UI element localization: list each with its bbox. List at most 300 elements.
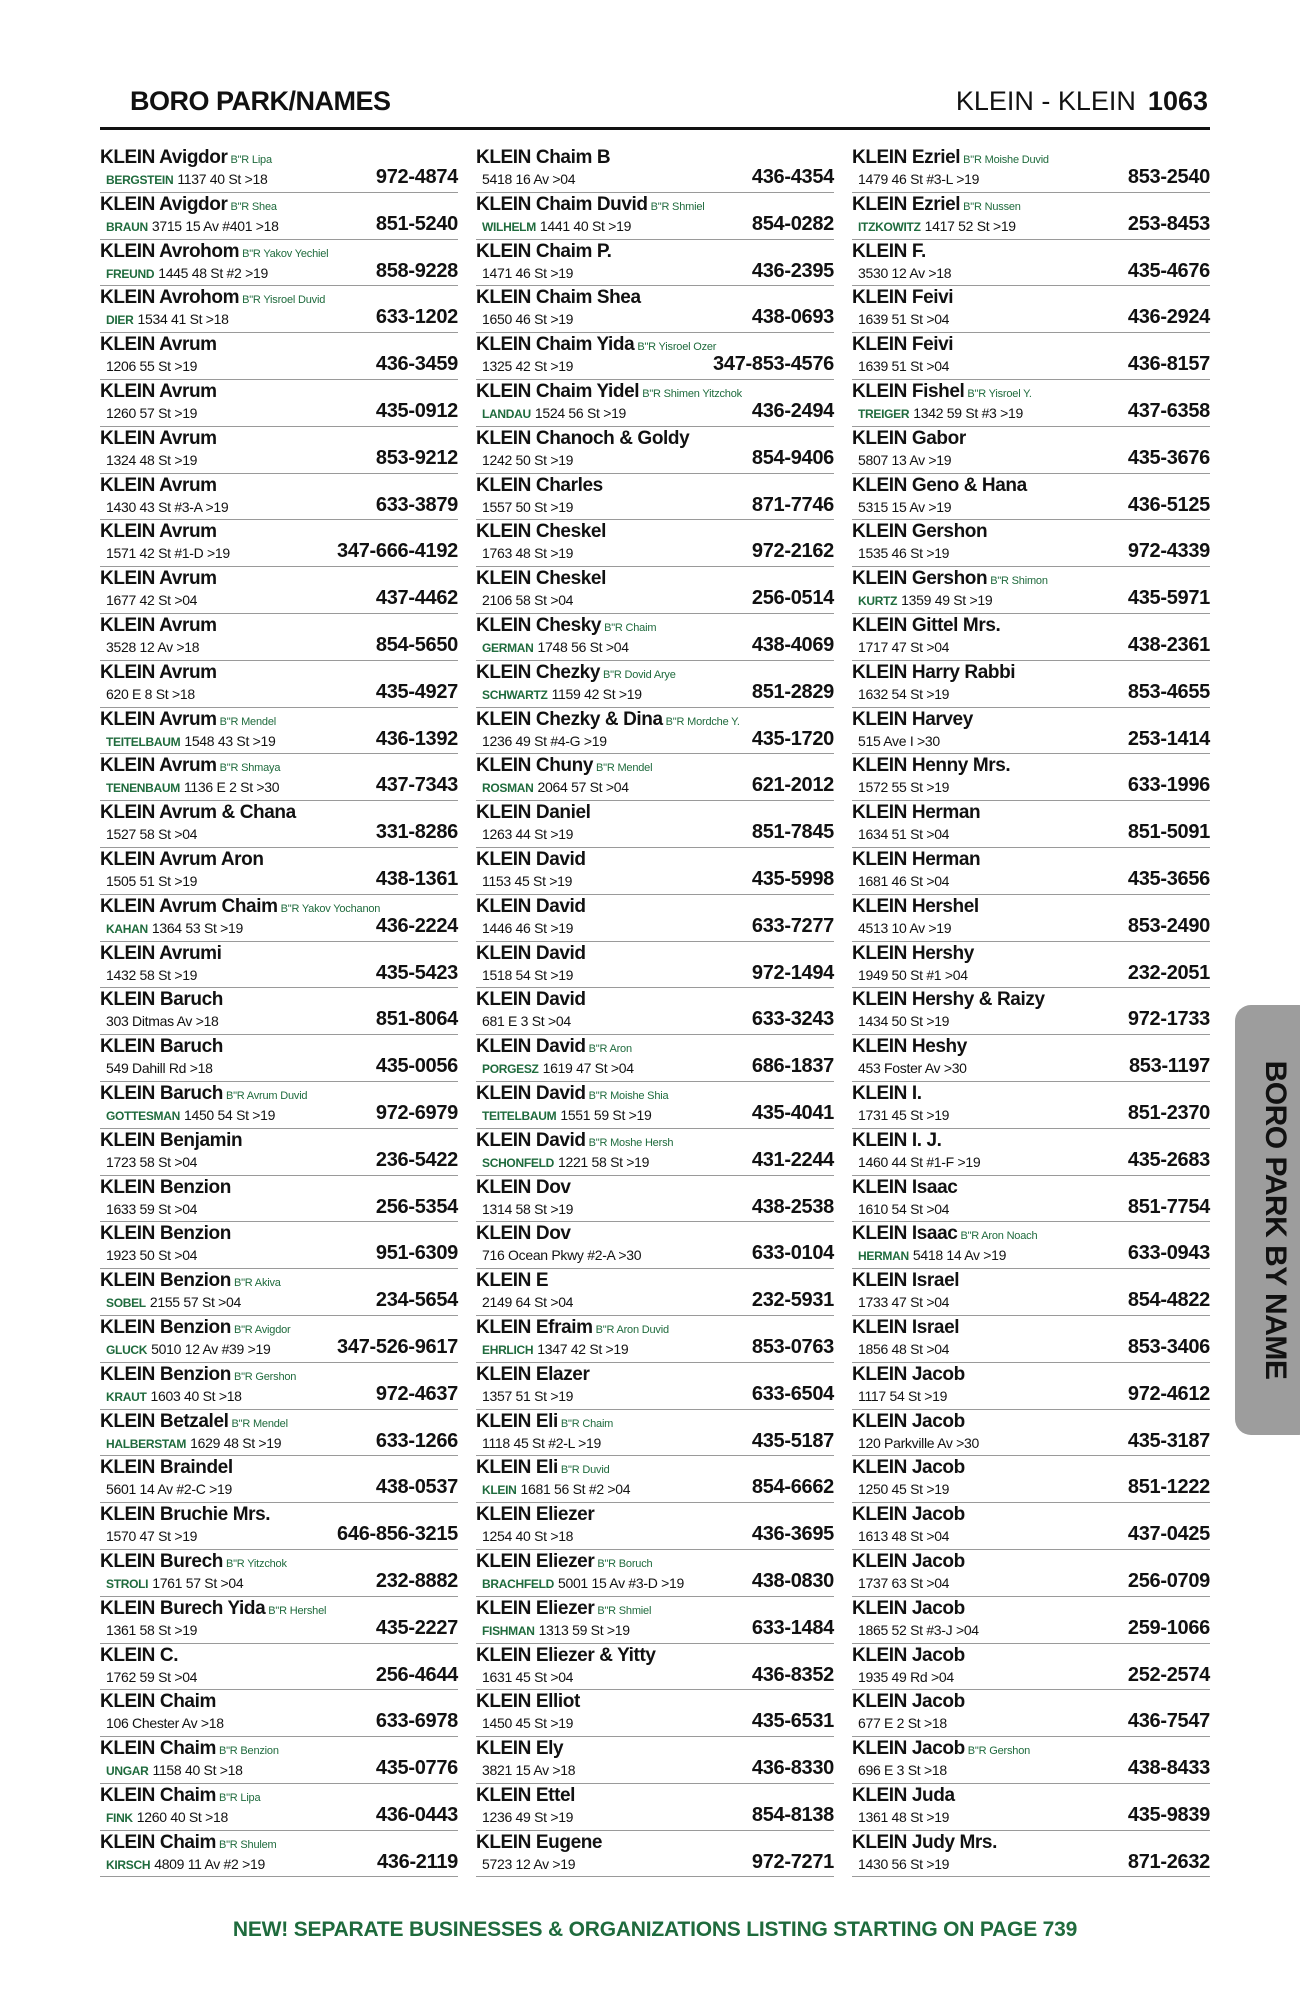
- listing-address-line: [482, 1107, 652, 1123]
- listing-name: KLEIN Jacob: [852, 1691, 965, 1713]
- listing-name: KLEIN Hershel: [852, 895, 979, 917]
- listing-entry: [100, 1082, 458, 1129]
- listing-address-line: [106, 873, 197, 889]
- listing-name-line: [100, 1504, 270, 1526]
- listing-name: KLEIN Jacob: [852, 1504, 965, 1526]
- listing-name-line: [476, 428, 689, 450]
- listing-name-line: [100, 849, 264, 871]
- listing-address: 5418 14 Av >19: [912, 1247, 1007, 1264]
- listing-entry: [852, 286, 1210, 333]
- listing-name-line: [100, 1223, 231, 1245]
- listing-address: 1236 49 St >19: [482, 1808, 574, 1825]
- listing-name-line: [100, 1691, 216, 1713]
- listing-entry: [852, 801, 1210, 848]
- listing-address-line: [858, 873, 949, 889]
- listing-entry: [852, 1597, 1210, 1644]
- listing-name: KLEIN Avrum: [100, 334, 217, 356]
- listing-phone: 437-7343: [375, 774, 458, 797]
- listing-address: 1118 45 St #2-L >19: [482, 1434, 601, 1451]
- listing-name-line: [852, 241, 926, 263]
- listing-phone: 851-5091: [1127, 821, 1210, 844]
- listing-entry: [476, 567, 834, 614]
- listing-phone: 633-0104: [751, 1242, 834, 1265]
- listing-relation: B"R Lipa: [230, 154, 272, 166]
- page-number: 1063: [1147, 86, 1208, 116]
- listing-address: 1518 54 St >19: [482, 966, 574, 983]
- listing-address: 1639 51 St >04: [858, 358, 950, 375]
- listing-name: KLEIN Eliezer & Yitty: [476, 1644, 656, 1666]
- listing-name-line: [476, 334, 716, 356]
- listing-address: 1570 47 St >19: [106, 1528, 198, 1545]
- listing-address: 2155 57 St >04: [149, 1294, 242, 1311]
- listing-phone: 686-1837: [751, 1055, 834, 1078]
- listing-address: 1737 63 St >04: [858, 1574, 950, 1591]
- listing-address: 2064 57 St >04: [537, 779, 629, 796]
- listing-phone: 435-3187: [1127, 1429, 1210, 1452]
- listing-phone: 851-5240: [375, 212, 458, 235]
- listing-entry: [852, 1316, 1210, 1363]
- listing-name-line: [476, 1645, 656, 1667]
- listing-name-line: [476, 709, 740, 731]
- listing-address-line: [858, 311, 949, 327]
- listing-maiden-name: FISHMAN: [482, 1623, 535, 1638]
- listing-name: KLEIN Eliezer: [476, 1550, 595, 1572]
- listing-maiden-name: SCHONFELD: [482, 1155, 554, 1170]
- listing-address: 1417 52 St >19: [924, 217, 1016, 234]
- listing-address: 1136 E 2 St >30: [183, 779, 280, 796]
- listing-name-line: [476, 241, 612, 263]
- listing-phone: 972-2162: [751, 540, 834, 563]
- listing-address: 716 Ocean Pkwy #2-A >30: [482, 1247, 642, 1264]
- listing-relation: B"R Shea: [230, 200, 277, 213]
- listing-name: KLEIN Avigdor: [100, 147, 228, 168]
- listing-name: KLEIN Chaim Yida: [476, 334, 635, 356]
- listing-maiden-name: FREUND: [106, 266, 155, 281]
- listing-name: KLEIN Burech: [100, 1550, 223, 1572]
- listing-name-line: [852, 1083, 922, 1105]
- listing-name-line: [476, 662, 676, 684]
- listing-address-line: [482, 1294, 573, 1310]
- listing-maiden-name: EHRLICH: [482, 1342, 534, 1357]
- listing-entry: [476, 1129, 834, 1176]
- listing-address-line: [482, 920, 573, 936]
- listing-name: KLEIN Avigdor: [100, 193, 228, 215]
- listing-name: KLEIN F.: [852, 240, 926, 262]
- listing-address-line: [482, 826, 573, 842]
- listing-entry: [852, 1082, 1210, 1129]
- listing-address: 1634 51 St >04: [858, 826, 950, 843]
- listing-maiden-name: HERMAN: [858, 1249, 909, 1264]
- listing-name: KLEIN Avrohom: [100, 287, 240, 309]
- listing-address: 1432 58 St >19: [106, 966, 198, 983]
- listing-name-line: [100, 1411, 288, 1433]
- listing-phone: 435-5423: [375, 961, 458, 984]
- listing-address: 5315 15 Av >19: [858, 498, 952, 515]
- listing-name-line: [476, 147, 610, 169]
- listing-name-line: [100, 896, 380, 918]
- listing-address-line: [858, 1294, 949, 1310]
- listing-phone: 436-2119: [376, 1850, 458, 1873]
- listing-entry: [476, 1690, 834, 1737]
- listing-name: KLEIN Chaim Duvid: [476, 193, 648, 215]
- listing-name-line: [100, 1738, 279, 1760]
- listing-address-line: [858, 1575, 949, 1591]
- listing-address-line: [482, 1013, 571, 1029]
- listing-entry: [852, 1222, 1210, 1269]
- listing-maiden-name: BERGSTEIN: [106, 173, 174, 187]
- listing-address: 3528 12 Av >18: [106, 638, 200, 655]
- listing-name: KLEIN Avrum Aron: [100, 848, 264, 870]
- listing-name: KLEIN Geno & Hana: [852, 474, 1027, 496]
- listing-name: KLEIN Chaim: [100, 1691, 216, 1713]
- listing-name: KLEIN Efraim: [476, 1316, 593, 1338]
- listing-phone: 972-4612: [1127, 1382, 1210, 1405]
- listing-phone: 438-2361: [1127, 633, 1210, 656]
- listing-phone: 871-2632: [1127, 1850, 1210, 1873]
- listing-name-line: [100, 1177, 231, 1199]
- listing-relation: B"R Aron: [588, 1043, 632, 1056]
- listing-phone: 851-2829: [751, 680, 834, 703]
- listing-phone: 435-0776: [375, 1757, 458, 1780]
- listing-entry: [476, 1316, 834, 1363]
- listing-address-line: [482, 592, 573, 608]
- listing-entry: [852, 1784, 1210, 1831]
- listing-address-line: [106, 592, 197, 608]
- listing-phone: 438-2538: [751, 1195, 834, 1218]
- listing-address-line: [106, 686, 195, 702]
- listing-name: KLEIN Avrohom: [100, 240, 240, 262]
- listing-phone: 851-8064: [375, 1008, 458, 1031]
- listing-entry: [100, 1550, 458, 1597]
- listing-phone: 347-666-4192: [337, 540, 458, 563]
- listing-relation: B"R Shmiel: [597, 1604, 652, 1617]
- listing-address: 1242 50 St >19: [482, 451, 574, 468]
- listing-address-line: [106, 265, 268, 281]
- side-tab-label: BORO PARK BY NAME: [1259, 1060, 1292, 1380]
- listing-name: KLEIN Baruch: [100, 989, 223, 1011]
- listing-address: 1206 55 St >19: [106, 358, 198, 375]
- listing-entry: [852, 240, 1210, 287]
- listing-address: 1535 46 St >19: [858, 545, 950, 562]
- listing-relation: B"R Dovid Arye: [603, 668, 676, 681]
- listing-name: KLEIN David: [476, 1036, 586, 1058]
- listing-relation: B"R Yisroel Duvid: [242, 294, 326, 307]
- listing-entry: [100, 567, 458, 614]
- listing-column-3: [852, 146, 1210, 1910]
- listing-address-line: [106, 358, 197, 374]
- listing-phone: 972-1733: [1127, 1008, 1210, 1031]
- listing-address-line: [482, 218, 631, 234]
- listing-name: KLEIN Chezky: [476, 661, 601, 683]
- listing-relation: B"R Yakov Yechiel: [242, 247, 329, 260]
- listing-name: KLEIN I.: [852, 1082, 922, 1104]
- listing-name: KLEIN Hershy & Raizy: [852, 989, 1045, 1011]
- listing-address: 1527 58 St >04: [106, 826, 198, 843]
- listing-name: KLEIN Eugene: [476, 1831, 603, 1853]
- listing-address-line: [858, 452, 951, 468]
- listing-columns: [100, 146, 1210, 1910]
- listing-phone: 435-5971: [1127, 587, 1210, 610]
- listing-address-line: [482, 1341, 628, 1357]
- listing-name: KLEIN Elazer: [476, 1363, 590, 1385]
- listing-phone: 951-6309: [375, 1242, 458, 1265]
- listing-address: 2149 64 St >04: [482, 1294, 574, 1311]
- listing-phone: 633-7277: [751, 914, 834, 937]
- listing-address: 696 E 3 St >18: [858, 1762, 947, 1779]
- listing-address-line: [482, 171, 575, 187]
- listing-address-line: [106, 1762, 243, 1778]
- listing-entry: [100, 801, 458, 848]
- listing-maiden-name: BRAUN: [106, 219, 148, 234]
- listing-relation: B"R Chaim: [560, 1417, 614, 1430]
- listing-phone: 435-1720: [751, 727, 834, 750]
- listing-name: KLEIN Eli: [476, 1457, 558, 1479]
- listing-address: 303 Ditmas Av >18: [106, 1013, 219, 1030]
- listing-phone: 436-2494: [751, 399, 834, 422]
- listing-phone: 972-4339: [1127, 540, 1210, 563]
- listing-maiden-name: PORGESZ: [482, 1062, 539, 1077]
- listing-name-line: [100, 1364, 296, 1386]
- listing-phone: 435-9839: [1127, 1803, 1210, 1826]
- listing-address: 1629 48 St >19: [190, 1434, 282, 1451]
- listing-name-line: [100, 521, 217, 543]
- listing-phone: 851-2370: [1127, 1101, 1210, 1124]
- listing-address: 1677 42 St >04: [106, 592, 198, 609]
- listing-address-line: [858, 171, 979, 187]
- listing-address-line: [106, 1247, 197, 1263]
- listing-name-line: [476, 287, 641, 309]
- listing-name: KLEIN Ely: [476, 1738, 564, 1760]
- listing-address-line: [106, 1809, 228, 1825]
- listing-entry: [476, 1222, 834, 1269]
- listing-relation: B"R Moishe Shia: [588, 1089, 669, 1102]
- listing-address: 1681 46 St >04: [858, 872, 950, 889]
- listing-phone: 436-2395: [751, 259, 834, 282]
- listing-maiden-name: KLEIN: [482, 1483, 517, 1498]
- listing-address-line: [106, 1341, 270, 1357]
- listing-name-line: [476, 1083, 668, 1105]
- listing-name-line: [100, 1645, 178, 1667]
- listing-maiden-name: SCHWARTZ: [482, 687, 548, 702]
- listing-name-line: [476, 802, 591, 824]
- listing-address-line: [482, 499, 573, 515]
- listing-phone: 435-2227: [375, 1616, 458, 1639]
- listing-entry: [100, 661, 458, 708]
- listing-name-line: [852, 709, 973, 731]
- listing-relation: B"R Gershon: [233, 1370, 297, 1383]
- listing-address: 1505 51 St >19: [106, 872, 198, 889]
- listing-address-line: [858, 686, 949, 702]
- listing-entry: [852, 1644, 1210, 1691]
- listing-address-line: [482, 1762, 575, 1778]
- listing-address: 1949 50 St #1 >04: [858, 966, 968, 983]
- listing-entry: [100, 1690, 458, 1737]
- listing-address-line: [858, 1060, 967, 1076]
- listing-entry: [100, 1222, 458, 1269]
- listing-relation: B"R Avrum Duvid: [225, 1089, 308, 1102]
- listing-address-line: [858, 967, 968, 983]
- listing-entry: [852, 427, 1210, 474]
- listing-phone: 236-5422: [375, 1148, 458, 1171]
- listing-name-line: [476, 475, 603, 497]
- listing-address-line: [858, 499, 951, 515]
- listing-entry: [100, 474, 458, 521]
- listing-phone: 853-9212: [375, 446, 458, 469]
- listing-address-line: [482, 1060, 634, 1076]
- listing-address-line: [858, 1341, 949, 1357]
- listing-name: KLEIN Benzion: [100, 1316, 231, 1338]
- listing-address: 1631 45 St >04: [482, 1668, 574, 1685]
- listing-name-line: [852, 896, 979, 918]
- listing-name-line: [476, 1364, 589, 1386]
- listing-address: 1733 47 St >04: [858, 1294, 950, 1311]
- listing-name-line: [852, 1364, 965, 1386]
- listing-address-line: [482, 1247, 641, 1263]
- listing-address: 3530 12 Av >18: [858, 264, 952, 281]
- listing-address: 5723 12 Av >19: [482, 1855, 576, 1872]
- listing-address: 3821 15 Av >18: [482, 1762, 576, 1779]
- listing-entry: [100, 520, 458, 567]
- page-range: [956, 86, 1208, 117]
- listing-phone: 854-0282: [751, 212, 834, 235]
- listing-name: KLEIN Chezky & Dina: [476, 708, 663, 730]
- listing-name: KLEIN Avrum: [100, 427, 217, 449]
- listing-address: 1717 47 St >04: [858, 638, 950, 655]
- listing-name-line: [852, 1130, 942, 1152]
- listing-entry: [476, 1597, 834, 1644]
- listing-address-line: [106, 1201, 197, 1217]
- listing-name: KLEIN E: [476, 1270, 549, 1292]
- listing-phone: 858-9228: [375, 259, 458, 282]
- listing-phone: 853-2540: [1127, 166, 1210, 188]
- listing-address-line: [106, 1435, 281, 1451]
- listing-name-line: [476, 194, 704, 216]
- listing-address-line: [106, 1154, 197, 1170]
- listing-name: KLEIN David: [476, 848, 586, 870]
- listing-address: 1935 49 Rd >04: [858, 1668, 954, 1685]
- listing-phone: 331-8286: [375, 821, 458, 844]
- listing-name: KLEIN Chaim: [100, 1738, 216, 1760]
- listing-maiden-name: KAHAN: [106, 921, 148, 936]
- listing-address-line: [482, 779, 629, 795]
- listing-phone: 972-4637: [375, 1382, 458, 1405]
- listing-name: KLEIN Harry Rabbi: [852, 661, 1016, 683]
- listing-relation: B"R Shmaya: [219, 762, 281, 775]
- listing-phone: 854-5650: [375, 633, 458, 656]
- listing-name: KLEIN Avrumi: [100, 942, 222, 964]
- listing-entry: [852, 333, 1210, 380]
- listing-address: 1639 51 St >04: [858, 311, 950, 328]
- listing-entry: [476, 520, 834, 567]
- listing-name-line: [476, 1411, 613, 1433]
- listing-address-line: [482, 639, 629, 655]
- listing-address: 1158 40 St >18: [152, 1762, 243, 1779]
- listing-address: 677 E 2 St >18: [858, 1715, 947, 1732]
- listing-name-line: [852, 381, 1032, 403]
- listing-name: KLEIN Benzion: [100, 1270, 231, 1292]
- listing-name: KLEIN Avrum: [100, 521, 217, 543]
- listing-maiden-name: GLUCK: [106, 1342, 148, 1357]
- listing-name: KLEIN Avrum & Chana: [100, 802, 296, 824]
- listing-name-line: [476, 1504, 594, 1526]
- listing-entry: [100, 988, 458, 1035]
- listing-name-line: [852, 802, 980, 824]
- listing-address: 1153 45 St >19: [482, 872, 573, 889]
- listing-address: 5001 15 Av #3-D >19: [557, 1574, 684, 1591]
- listing-relation: B"R Moishe Duvid: [963, 154, 1049, 166]
- listing-relation: B"R Moshe Hersh: [588, 1136, 674, 1149]
- listing-address-line: [106, 779, 279, 795]
- listing-address-line: [858, 1247, 1006, 1263]
- listing-name-line: [852, 989, 1045, 1011]
- listing-entry: [852, 1737, 1210, 1784]
- listing-entry: [100, 1503, 458, 1550]
- listing-name: KLEIN Jacob: [852, 1363, 965, 1385]
- listing-name-line: [476, 1832, 602, 1854]
- listing-name-line: [476, 989, 586, 1011]
- listing-name-line: [852, 849, 980, 871]
- listing-phone: 436-8157: [1127, 353, 1210, 376]
- listing-address: 1763 48 St >19: [482, 545, 574, 562]
- listing-entry: [100, 895, 458, 942]
- listing-name: KLEIN Feivi: [852, 334, 954, 356]
- listing-entry: [100, 1456, 458, 1503]
- listing-phone: 853-2490: [1127, 914, 1210, 937]
- listing-name-line: [852, 1691, 965, 1713]
- listing-address-line: [106, 967, 197, 983]
- listing-entry: [852, 661, 1210, 708]
- listing-name-line: [100, 1317, 291, 1339]
- listing-address-line: [106, 920, 243, 936]
- listing-entry: [852, 193, 1210, 240]
- listing-phone: 633-0943: [1127, 1242, 1210, 1265]
- listing-address-line: [106, 1388, 242, 1404]
- listing-name: KLEIN Avrum Chaim: [100, 895, 278, 917]
- listing-relation: B"R Yakov Yochanon: [280, 902, 381, 915]
- listing-name: KLEIN C.: [100, 1644, 179, 1666]
- listing-name: KLEIN Herman: [852, 848, 981, 870]
- listing-address: 1434 50 St >19: [858, 1013, 950, 1030]
- listing-address: 106 Chester Av >18: [106, 1715, 224, 1732]
- listing-address-line: [858, 265, 951, 281]
- listing-relation: B"R Duvid: [560, 1464, 610, 1477]
- listing-relation: B"R Aron Noach: [960, 1230, 1038, 1243]
- listing-name-line: [852, 1598, 965, 1620]
- listing-address: 1347 42 St >19: [537, 1340, 629, 1357]
- listing-address: 1430 43 St #3-A >19: [106, 498, 229, 515]
- listing-address-line: [106, 1622, 197, 1638]
- listing-address: 1357 51 St >19: [482, 1387, 574, 1404]
- listing-phone: 435-2683: [1127, 1148, 1210, 1171]
- listing-address-line: [858, 733, 940, 749]
- listing-name: KLEIN David: [476, 1129, 586, 1151]
- listing-phone: 234-5654: [375, 1289, 458, 1312]
- listing-name-line: [476, 896, 586, 918]
- listing-address: 1524 56 St >19: [534, 404, 627, 421]
- listing-name: KLEIN Avrum: [100, 614, 217, 636]
- listing-entry: [852, 1176, 1210, 1223]
- listing-phone: 232-5931: [751, 1289, 834, 1312]
- listing-phone: 436-2224: [375, 914, 458, 937]
- listing-name-line: [476, 615, 656, 637]
- listing-entry: [852, 1410, 1210, 1457]
- listing-phone: 435-4041: [751, 1101, 834, 1124]
- listing-address: 1650 46 St >19: [482, 311, 574, 328]
- listing-name-line: [852, 662, 1015, 684]
- listing-entry: [476, 1410, 834, 1457]
- listing-name-line: [100, 802, 296, 824]
- listing-phone: 854-6662: [751, 1476, 834, 1499]
